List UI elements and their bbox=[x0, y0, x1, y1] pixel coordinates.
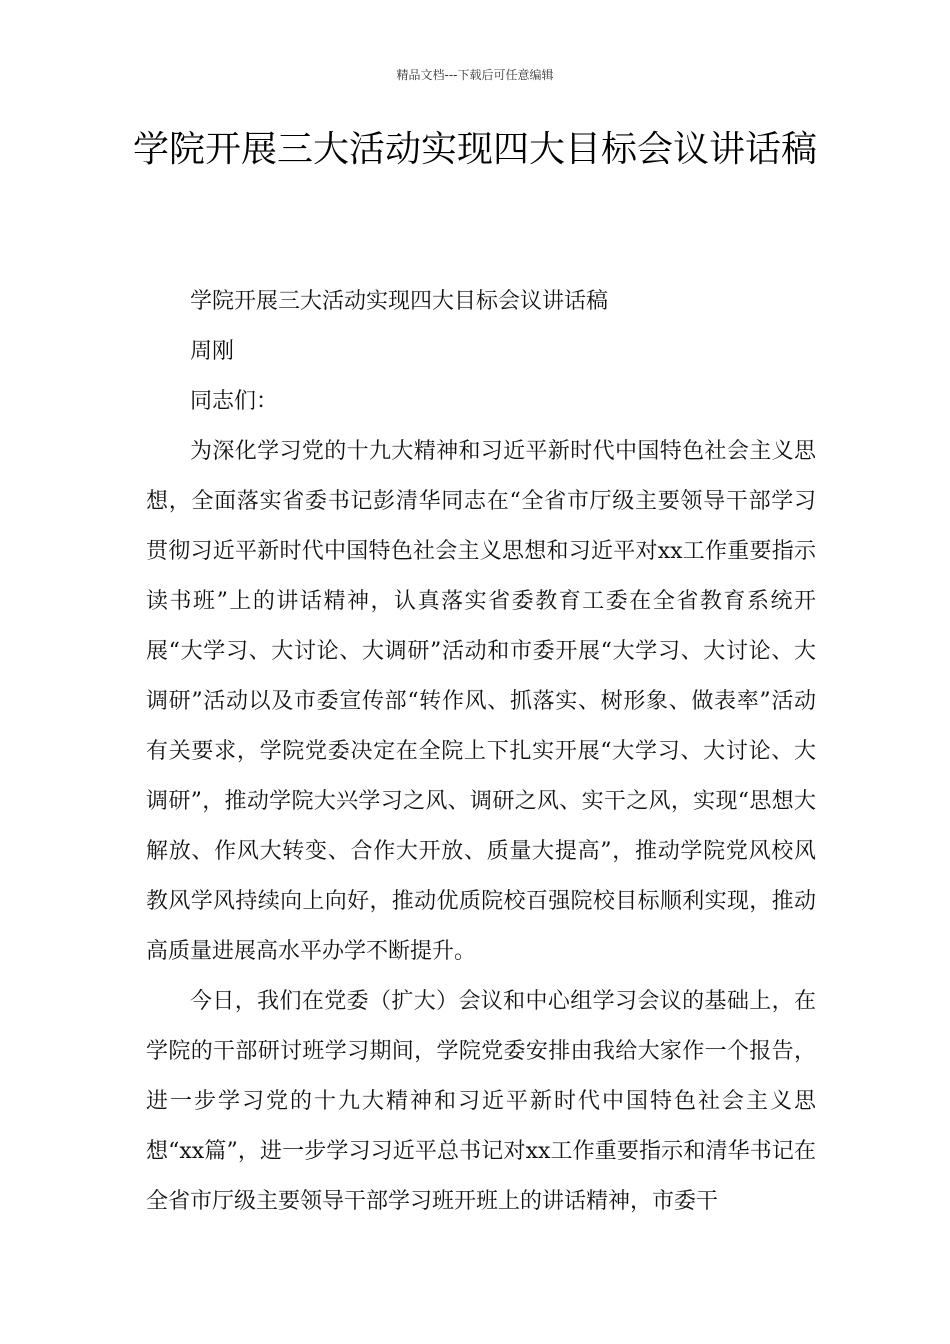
document-body bbox=[146, 277, 816, 1227]
body-paragraph: 今日，我们在党委（扩大）会议和中心组学习会议的基础上，在学院的干部研讨班学习期间，学院党委安排由我给大家作一个报告，进一步学习党的十九大精神和习近平新时代中国特色社会主义思想“xx篇”，进一步学习习近平总书记对xx工作重要指示和清华书记在全省市厅级主要领导干部学习班开班上的讲话精神，市委干 bbox=[146, 989, 816, 1214]
body-paragraph: 为深化学习党的十九大精神和习近平新时代中国特色社会主义思想，全面落实省委书记彭清华同志在“全省市厅级主要领导干部学习贯彻习近平新时代中国特色社会主义思想和习近平对xx工作重要指示读书班”上的讲话精神，认真落实省委教育工委在全省教育系统开展“大学习、大讨论、大调研”活动和市委开展“大学习、大讨论、大调研”活动以及市委宣传部“转作风、抓落实、树形象、做表率”活动有关要求，学院党委决定在全院上下扎实开展“大学习、大讨论、大调研”，推动学院大兴学习之风、调研之风、实干之风，实现“思想大解放、作风大转变、合作大开放、质量大提高”，推动学院党风校风教风学风持续向上向好，推动优质院校百强院校目标顺利实现，推动高质量进展高水平办学不断提升。 bbox=[146, 439, 816, 964]
page-header: 精品文档---下载后可任意编辑 bbox=[396, 68, 554, 82]
author-line: 周刚 bbox=[190, 339, 235, 364]
document-title: 学院开展三大活动实现四大目标会议讲话稿 bbox=[132, 129, 817, 170]
salutation-line: 同志们： bbox=[190, 389, 279, 414]
subtitle-line: 学院开展三大活动实现四大目标会议讲话稿 bbox=[190, 289, 609, 314]
